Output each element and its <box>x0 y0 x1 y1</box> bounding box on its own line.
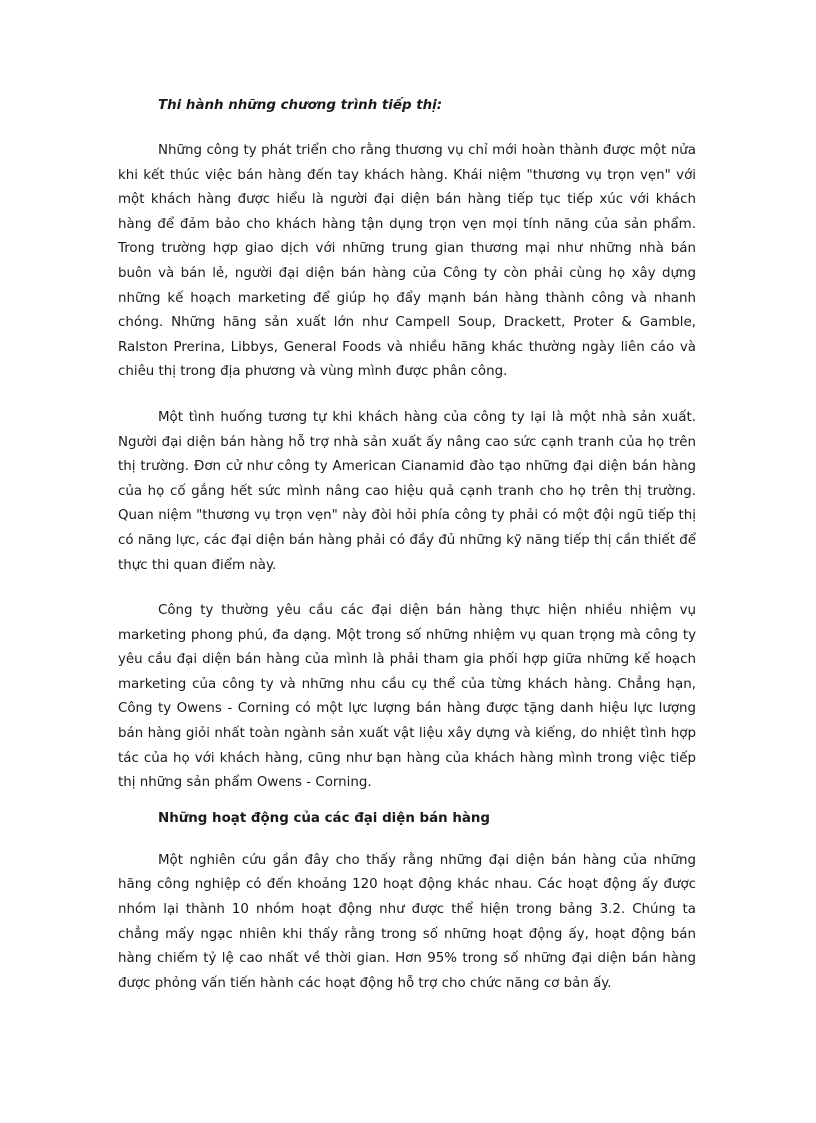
paragraph-manufacturer-customer: Một tình huống tương tự khi khách hàng của công ty lại là một nhà sản xuất. Người đại diện bán hàng hỗ trợ nhà sản xuất ấy nâng cao sức cạnh tranh của họ trên thị trường. Đơn cử như công ty American Cianamid đào tạo những đại diện bán hàng của họ cố gắng hết sức mình nâng cao hiệu quả cạnh tranh cho họ trên thị trường. Quan niệm "thương vụ trọn vẹn" này đòi hỏi phía công ty phải có một đội ngũ tiếp thị có năng lực, các đại diện bán hàng phải có đầy đủ những kỹ năng tiếp thị cần thiết để thực thi quan điểm này. <box>118 409 696 573</box>
paragraph-research-activities: Một nghiên cứu gần đây cho thấy rằng những đại diện bán hàng của những hãng công nghiệp có đến khoảng 120 hoạt động khác nhau. Các hoạt động ấy được nhóm lại thành 10 nhóm hoạt động như được thể hiện trong bảng 3.2. Chúng ta chẳng mấy ngạc nhiên khi thấy rằng trong số những hoạt động ấy, hoạt động bán hàng chiếm tỷ lệ cao nhất về thời gian. Hơn 95% trong số những đại diện bán hàng được phỏng vấn tiến hành các hoạt động hỗ trợ cho chức năng cơ bản ấy. <box>118 852 696 991</box>
section-title-marketing-programs: Thi hành những chương trình tiếp thị: <box>158 98 443 113</box>
document-page <box>118 96 696 996</box>
paragraph-complete-sale: Những công ty phát triển cho rằng thương vụ chỉ mới hoàn thành được một nửa khi kết thúc việc bán hàng đến tay khách hàng. Khái niệm "thương vụ trọn vẹn" với một khách hàng được hiểu là người đại diện bán hàng tiếp tục tiếp xúc với khách hàng để đảm bảo cho khách hàng tận dụng trọn vẹn mọi tính năng của sản phẩm. Trong trường hợp giao dịch với những trung gian thương mại như những nhà bán buôn và bán lẻ, người đại diện bán hàng của Công ty còn phải cùng họ xây dựng những kế hoạch marketing để giúp họ đẩy mạnh bán hàng thành công và nhanh chóng. Những hãng sản xuất lớn như Campell Soup, Drackett, Proter & Gamble, Ralston Prerina, Libbys, General Foods và nhiều hãng khác thường ngày liên cáo và chiêu thị trong địa phương và vùng mình được phân công. <box>118 143 696 380</box>
paragraph-marketing-tasks: Công ty thường yêu cầu các đại diện bán hàng thực hiện nhiều nhiệm vụ marketing phong phú, đa dạng. Một trong số những nhiệm vụ quan trọng mà công ty yêu cầu đại diện bán hàng của mình là phải tham gia phối hợp giữa những kế hoạch marketing của công ty và những nhu cầu cụ thể của từng khách hàng. Chẳng hạn, Công ty Owens - Corning có một lực lượng bán hàng được tặng danh hiệu lực lượng bán hàng giỏi nhất toàn ngành sản xuất vật liệu xây dựng và kiếng, do nhiệt tình hợp tác của họ với khách hàng, cũng như bạn hàng của khách hàng mình trong việc tiếp thị những sản phẩm Owens - Corning. <box>118 603 696 791</box>
section-title-sales-rep-activities: Những hoạt động của các đại diện bán hàng <box>158 810 491 826</box>
